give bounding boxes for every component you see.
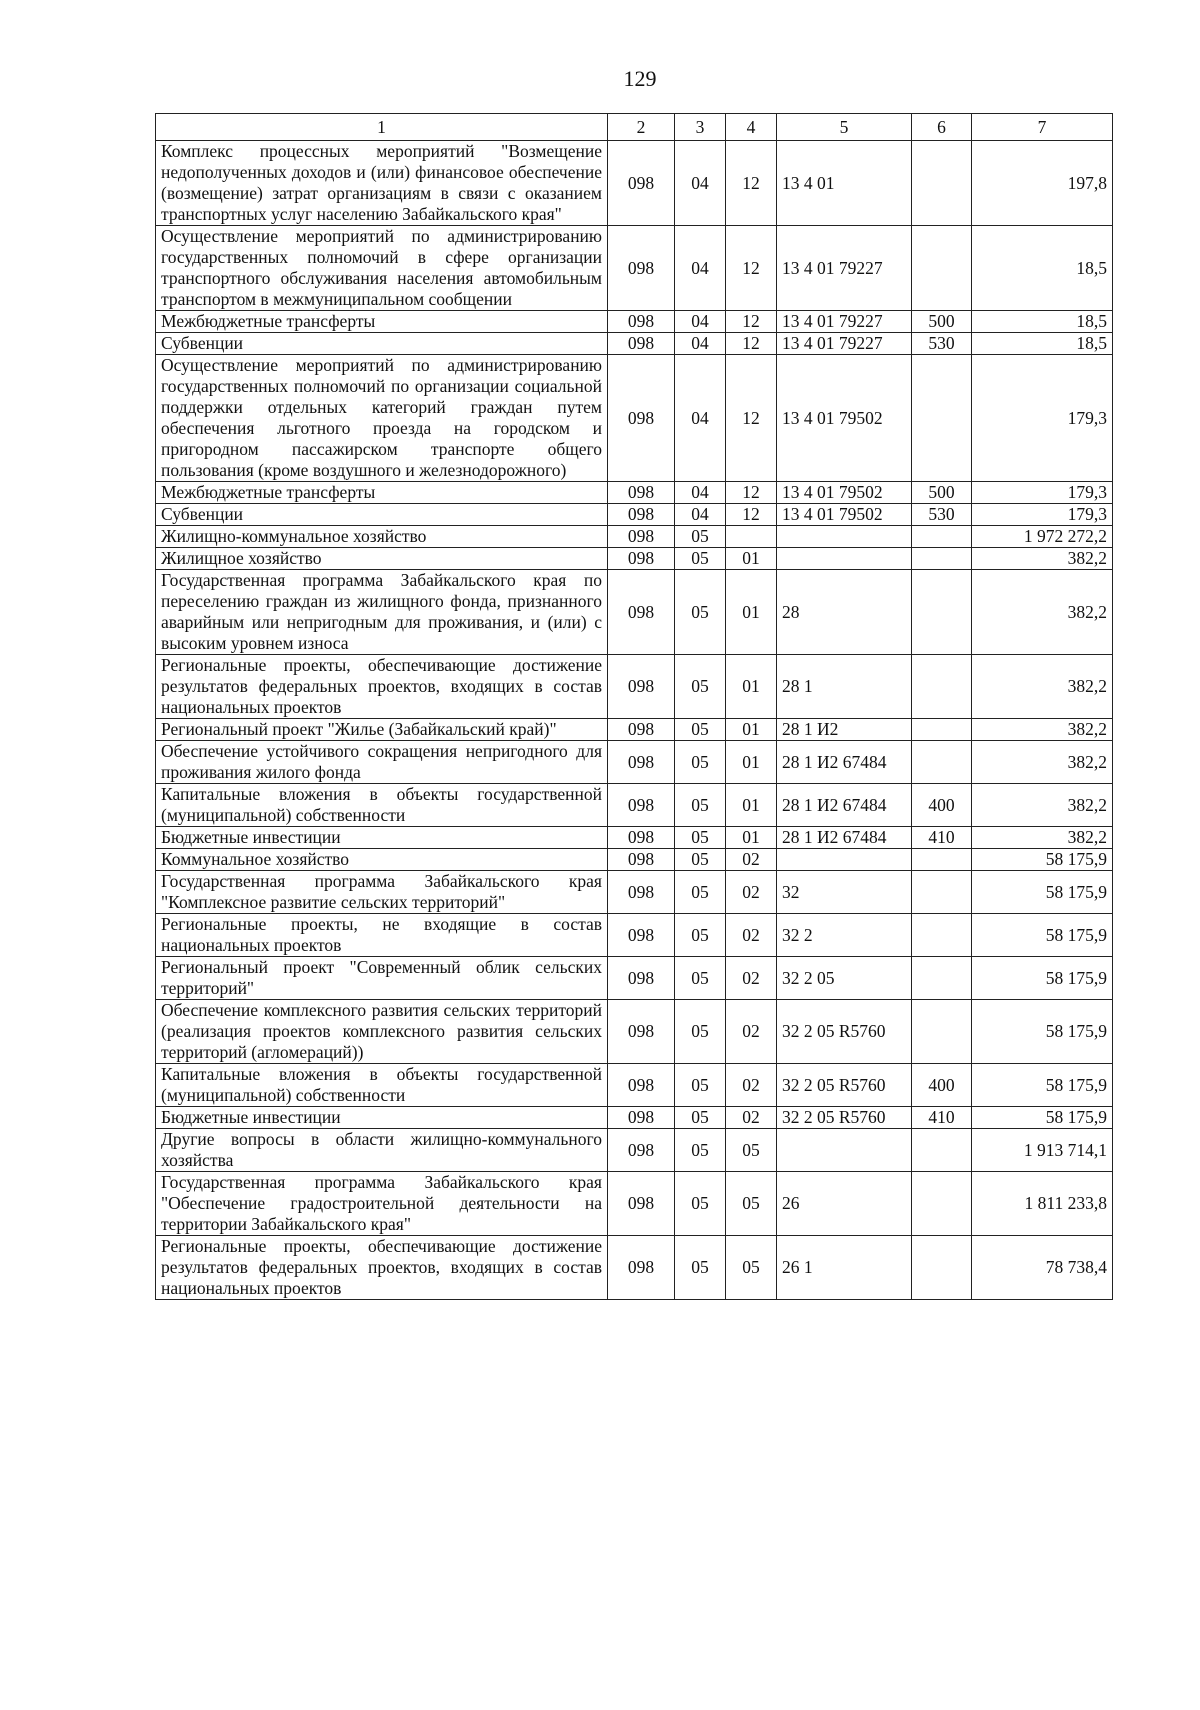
row-amount: 382,2 [972, 827, 1113, 849]
row-name: Бюджетные инвестиции [156, 1107, 608, 1129]
table-row [156, 1000, 1113, 1064]
row-target-article: 32 2 [777, 914, 912, 957]
row-amount: 18,5 [972, 226, 1113, 311]
row-ministry-code: 098 [608, 570, 675, 655]
row-target-article: 13 4 01 79227 [777, 311, 912, 333]
row-target-article: 26 [777, 1172, 912, 1236]
row-subsection-code: 12 [726, 482, 777, 504]
row-expense-type [912, 914, 972, 957]
row-name: Региональные проекты, обеспечивающие достижение результатов федеральных проектов, входящих в состав национальных проектов [156, 655, 608, 719]
row-subsection-code: 01 [726, 655, 777, 719]
row-ministry-code: 098 [608, 482, 675, 504]
row-subsection-code: 02 [726, 1000, 777, 1064]
col-header-1: 1 [156, 114, 608, 141]
row-expense-type: 400 [912, 784, 972, 827]
row-subsection-code: 01 [726, 784, 777, 827]
row-expense-type [912, 1236, 972, 1300]
row-subsection-code: 01 [726, 570, 777, 655]
row-expense-type [912, 1000, 972, 1064]
row-section-code: 05 [675, 719, 726, 741]
row-name: Региональный проект "Современный облик сельских территорий" [156, 957, 608, 1000]
row-subsection-code: 12 [726, 504, 777, 526]
row-amount: 1 972 272,2 [972, 526, 1113, 548]
table-row [156, 871, 1113, 914]
row-name: Субвенции [156, 504, 608, 526]
row-expense-type [912, 355, 972, 482]
table-row [156, 1064, 1113, 1107]
table-row [156, 333, 1113, 355]
row-ministry-code: 098 [608, 1129, 675, 1172]
row-expense-type [912, 226, 972, 311]
table-row [156, 1172, 1113, 1236]
row-ministry-code: 098 [608, 784, 675, 827]
row-target-article: 26 1 [777, 1236, 912, 1300]
row-target-article [777, 1129, 912, 1172]
row-section-code: 05 [675, 871, 726, 914]
row-expense-type [912, 871, 972, 914]
row-ministry-code: 098 [608, 1107, 675, 1129]
row-subsection-code: 01 [726, 741, 777, 784]
row-name: Капитальные вложения в объекты государственной (муниципальной) собственности [156, 1064, 608, 1107]
row-name: Осуществление мероприятий по администрированию государственных полномочий в сфере организации транспортного обслуживания населения автомобильным транспортом в межмуниципальном сообщении [156, 226, 608, 311]
row-target-article: 28 [777, 570, 912, 655]
row-expense-type: 410 [912, 1107, 972, 1129]
row-section-code: 05 [675, 957, 726, 1000]
row-subsection-code [726, 526, 777, 548]
row-expense-type: 410 [912, 827, 972, 849]
table-row [156, 504, 1113, 526]
row-name: Межбюджетные трансферты [156, 311, 608, 333]
table-row [156, 719, 1113, 741]
row-subsection-code: 05 [726, 1172, 777, 1236]
row-expense-type [912, 570, 972, 655]
row-ministry-code: 098 [608, 1172, 675, 1236]
row-ministry-code: 098 [608, 871, 675, 914]
row-amount: 382,2 [972, 655, 1113, 719]
row-target-article [777, 849, 912, 871]
row-expense-type [912, 1172, 972, 1236]
row-subsection-code: 05 [726, 1129, 777, 1172]
row-expense-type: 530 [912, 333, 972, 355]
row-subsection-code: 05 [726, 1236, 777, 1300]
row-name: Региональные проекты, обеспечивающие достижение результатов федеральных проектов, входящих в состав национальных проектов [156, 1236, 608, 1300]
row-name: Государственная программа Забайкальского края "Комплексное развитие сельских территорий" [156, 871, 608, 914]
row-target-article [777, 548, 912, 570]
table-row [156, 849, 1113, 871]
row-name: Коммунальное хозяйство [156, 849, 608, 871]
row-amount: 78 738,4 [972, 1236, 1113, 1300]
row-target-article: 32 [777, 871, 912, 914]
row-expense-type: 500 [912, 311, 972, 333]
row-amount: 382,2 [972, 784, 1113, 827]
row-ministry-code: 098 [608, 548, 675, 570]
row-ministry-code: 098 [608, 333, 675, 355]
row-subsection-code: 02 [726, 849, 777, 871]
row-target-article: 13 4 01 79502 [777, 504, 912, 526]
row-name: Государственная программа Забайкальского края "Обеспечение градостроительной деятельности на территории Забайкальского края" [156, 1172, 608, 1236]
col-header-2: 2 [608, 114, 675, 141]
row-ministry-code: 098 [608, 141, 675, 226]
table-row [156, 741, 1113, 784]
row-expense-type [912, 141, 972, 226]
budget-table [155, 113, 1113, 1300]
row-expense-type [912, 655, 972, 719]
row-ministry-code: 098 [608, 849, 675, 871]
row-expense-type [912, 1129, 972, 1172]
table-row [156, 226, 1113, 311]
row-target-article: 28 1 [777, 655, 912, 719]
row-amount: 197,8 [972, 141, 1113, 226]
row-name: Другие вопросы в области жилищно-коммунального хозяйства [156, 1129, 608, 1172]
row-expense-type [912, 849, 972, 871]
col-header-5: 5 [777, 114, 912, 141]
row-ministry-code: 098 [608, 1000, 675, 1064]
row-section-code: 04 [675, 355, 726, 482]
row-ministry-code: 098 [608, 655, 675, 719]
row-amount: 58 175,9 [972, 957, 1113, 1000]
row-section-code: 05 [675, 914, 726, 957]
row-ministry-code: 098 [608, 914, 675, 957]
row-amount: 382,2 [972, 719, 1113, 741]
table-row [156, 914, 1113, 957]
row-subsection-code: 02 [726, 1107, 777, 1129]
row-subsection-code: 01 [726, 827, 777, 849]
row-ministry-code: 098 [608, 957, 675, 1000]
row-section-code: 05 [675, 1236, 726, 1300]
row-amount: 58 175,9 [972, 871, 1113, 914]
row-section-code: 05 [675, 827, 726, 849]
row-name: Жилищное хозяйство [156, 548, 608, 570]
table-row [156, 570, 1113, 655]
row-section-code: 05 [675, 1172, 726, 1236]
row-amount: 58 175,9 [972, 914, 1113, 957]
row-subsection-code: 12 [726, 311, 777, 333]
row-subsection-code: 01 [726, 548, 777, 570]
row-name: Обеспечение устойчивого сокращения непригодного для проживания жилого фонда [156, 741, 608, 784]
row-expense-type: 400 [912, 1064, 972, 1107]
table-row [156, 526, 1113, 548]
row-amount: 18,5 [972, 333, 1113, 355]
row-ministry-code: 098 [608, 1064, 675, 1107]
row-subsection-code: 12 [726, 226, 777, 311]
row-amount: 1 811 233,8 [972, 1172, 1113, 1236]
row-target-article: 13 4 01 79502 [777, 482, 912, 504]
row-section-code: 04 [675, 504, 726, 526]
row-ministry-code: 098 [608, 1236, 675, 1300]
row-expense-type [912, 548, 972, 570]
row-section-code: 05 [675, 784, 726, 827]
row-subsection-code: 02 [726, 957, 777, 1000]
row-target-article: 32 2 05 R5760 [777, 1064, 912, 1107]
table-row [156, 827, 1113, 849]
row-subsection-code: 01 [726, 719, 777, 741]
page-number: 129 [623, 66, 657, 91]
row-amount: 179,3 [972, 355, 1113, 482]
row-expense-type: 530 [912, 504, 972, 526]
row-section-code: 04 [675, 482, 726, 504]
table-body [156, 141, 1113, 1300]
table-row [156, 1236, 1113, 1300]
table-row [156, 311, 1113, 333]
row-section-code: 05 [675, 849, 726, 871]
table-row [156, 355, 1113, 482]
row-expense-type [912, 957, 972, 1000]
col-header-3: 3 [675, 114, 726, 141]
table-row [156, 482, 1113, 504]
row-amount: 58 175,9 [972, 1107, 1113, 1129]
row-subsection-code: 02 [726, 914, 777, 957]
row-name: Капитальные вложения в объекты государственной (муниципальной) собственности [156, 784, 608, 827]
row-expense-type [912, 526, 972, 548]
table-row [156, 141, 1113, 226]
row-ministry-code: 098 [608, 827, 675, 849]
row-subsection-code: 02 [726, 871, 777, 914]
row-target-article: 28 1 И2 67484 [777, 784, 912, 827]
table-row [156, 1129, 1113, 1172]
row-section-code: 04 [675, 141, 726, 226]
row-ministry-code: 098 [608, 504, 675, 526]
table-row [156, 957, 1113, 1000]
table-row [156, 548, 1113, 570]
row-amount: 18,5 [972, 311, 1113, 333]
row-target-article: 28 1 И2 67484 [777, 827, 912, 849]
row-amount: 58 175,9 [972, 1000, 1113, 1064]
row-ministry-code: 098 [608, 719, 675, 741]
row-ministry-code: 098 [608, 526, 675, 548]
row-section-code: 05 [675, 1129, 726, 1172]
row-section-code: 04 [675, 226, 726, 311]
row-section-code: 04 [675, 311, 726, 333]
row-amount: 58 175,9 [972, 849, 1113, 871]
row-target-article: 13 4 01 79227 [777, 333, 912, 355]
row-name: Региональный проект "Жилье (Забайкальский край)" [156, 719, 608, 741]
row-section-code: 05 [675, 1000, 726, 1064]
row-section-code: 05 [675, 548, 726, 570]
row-subsection-code: 12 [726, 141, 777, 226]
row-expense-type [912, 741, 972, 784]
row-section-code: 05 [675, 526, 726, 548]
row-name: Субвенции [156, 333, 608, 355]
row-amount: 382,2 [972, 741, 1113, 784]
col-header-7: 7 [972, 114, 1113, 141]
row-section-code: 05 [675, 655, 726, 719]
row-section-code: 05 [675, 741, 726, 784]
row-target-article: 28 1 И2 [777, 719, 912, 741]
row-amount: 58 175,9 [972, 1064, 1113, 1107]
row-ministry-code: 098 [608, 741, 675, 784]
row-name: Осуществление мероприятий по администрированию государственных полномочий по организации социальной поддержки отдельных категорий граждан путем обеспечения льготного проезда на городском и пригородном пассажирском транспорте общего пользования (кроме воздушного и железнодорожного) [156, 355, 608, 482]
row-target-article: 13 4 01 [777, 141, 912, 226]
row-target-article: 32 2 05 R5760 [777, 1000, 912, 1064]
row-amount: 1 913 714,1 [972, 1129, 1113, 1172]
row-amount: 382,2 [972, 570, 1113, 655]
table-row [156, 784, 1113, 827]
col-header-6: 6 [912, 114, 972, 141]
row-amount: 179,3 [972, 482, 1113, 504]
row-subsection-code: 02 [726, 1064, 777, 1107]
row-subsection-code: 12 [726, 355, 777, 482]
row-ministry-code: 098 [608, 355, 675, 482]
row-target-article: 13 4 01 79227 [777, 226, 912, 311]
table-row [156, 1107, 1113, 1129]
row-name: Межбюджетные трансферты [156, 482, 608, 504]
row-name: Региональные проекты, не входящие в состав национальных проектов [156, 914, 608, 957]
row-name: Жилищно-коммунальное хозяйство [156, 526, 608, 548]
row-section-code: 05 [675, 1107, 726, 1129]
table-row [156, 655, 1113, 719]
row-section-code: 05 [675, 570, 726, 655]
row-name: Бюджетные инвестиции [156, 827, 608, 849]
row-expense-type [912, 719, 972, 741]
col-header-4: 4 [726, 114, 777, 141]
row-name: Государственная программа Забайкальского края по переселению граждан из жилищного фонда, признанного аварийным или непригодным для проживания, и (или) с высоким уровнем износа [156, 570, 608, 655]
row-ministry-code: 098 [608, 311, 675, 333]
row-target-article: 32 2 05 R5760 [777, 1107, 912, 1129]
row-ministry-code: 098 [608, 226, 675, 311]
row-target-article [777, 526, 912, 548]
row-target-article: 28 1 И2 67484 [777, 741, 912, 784]
row-subsection-code: 12 [726, 333, 777, 355]
row-amount: 179,3 [972, 504, 1113, 526]
row-amount: 382,2 [972, 548, 1113, 570]
row-name: Комплекс процессных мероприятий "Возмещение недополученных доходов и (или) финансовое обеспечение (возмещение) затрат организациям в связи с оказанием транспортных услуг населению Забайкальского края" [156, 141, 608, 226]
header-row [156, 114, 1113, 141]
row-name: Обеспечение комплексного развития сельских территорий (реализация проектов комплексного развития сельских территорий (агломераций)) [156, 1000, 608, 1064]
row-section-code: 05 [675, 1064, 726, 1107]
row-expense-type: 500 [912, 482, 972, 504]
row-target-article: 13 4 01 79502 [777, 355, 912, 482]
row-section-code: 04 [675, 333, 726, 355]
row-target-article: 32 2 05 [777, 957, 912, 1000]
